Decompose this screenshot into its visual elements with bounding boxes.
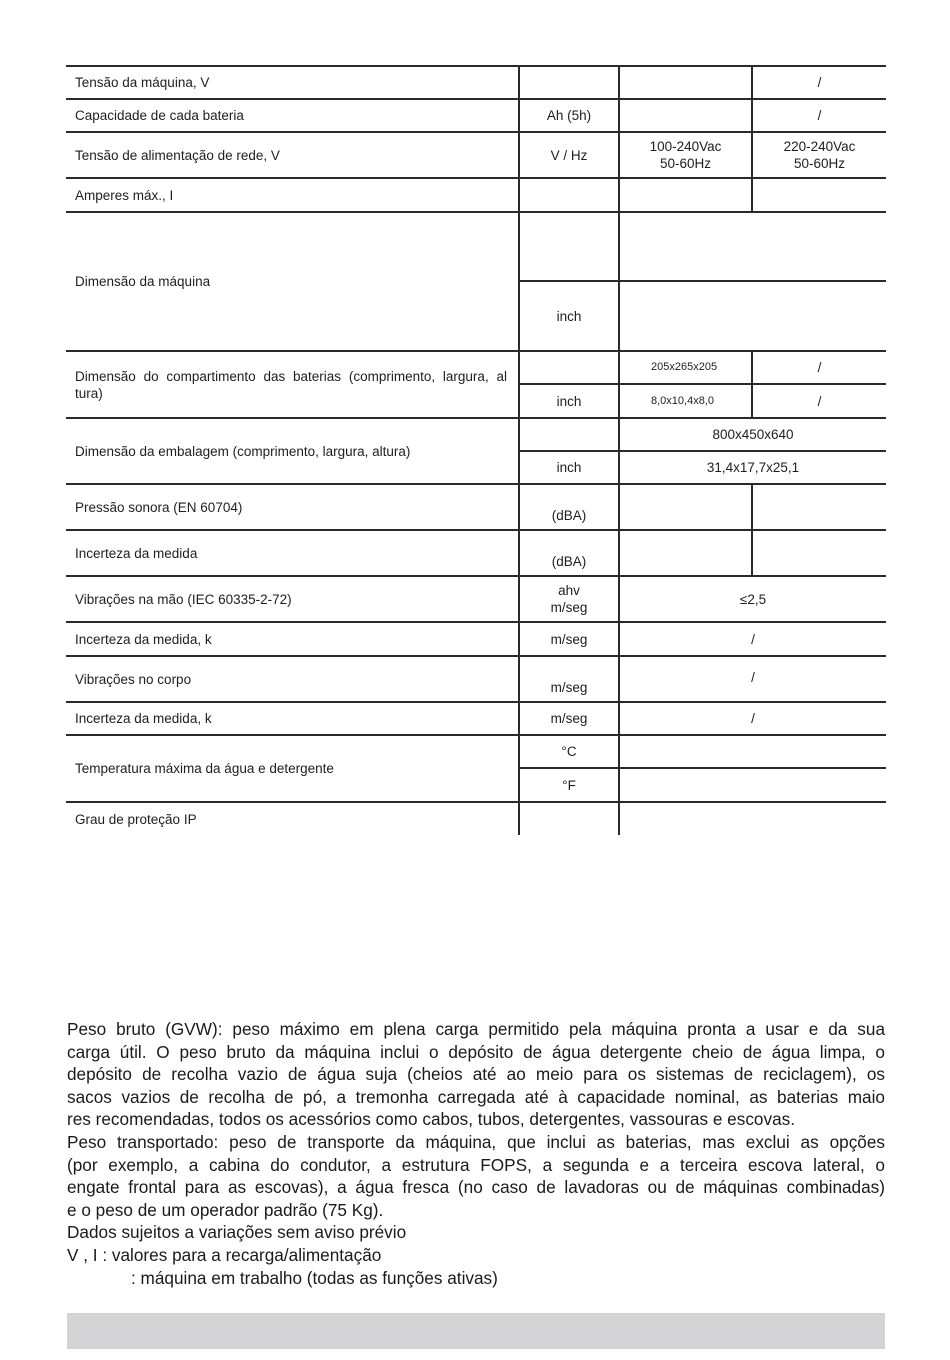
spec-table <box>66 65 886 835</box>
note-line: engate frontal para as escovas), a água fresca (no caso de lavadoras ou de máquinas combinadas) <box>67 1177 885 1198</box>
value-cell: / <box>817 108 822 123</box>
value-cell: ≤2,5 <box>739 591 767 607</box>
row-label: Vibrações na mão (IEC 60335-2-72) <box>75 591 292 607</box>
unit-cell: (dBA) <box>551 554 587 569</box>
note-line: Peso transportado: peso de transporte da máquina, que inclui as baterias, mas exclui as opções <box>67 1131 885 1152</box>
row-label: Amperes máx., I <box>75 187 174 203</box>
notes-section <box>67 1018 885 1289</box>
value-cell: / <box>817 360 822 375</box>
row-label: Incerteza da medida, k <box>75 711 212 726</box>
value-cell: 100-240Vac 50-60Hz <box>649 139 722 171</box>
row-label: Incerteza da medida, k <box>75 631 212 647</box>
value-cell: 800x450x640 <box>712 427 794 442</box>
value-cell: / <box>751 711 755 726</box>
unit-cell: °C <box>561 744 577 759</box>
row-label: Grau de proteção IP <box>75 811 197 827</box>
unit-cell: inch <box>556 393 582 409</box>
note-line: Peso bruto (GVW): peso máximo em plena carga permitido pela máquina pronta a usar e da sua <box>67 1019 885 1039</box>
row-label: Tensão de alimentação de rede, V <box>75 147 280 163</box>
unit-cell: V / Hz <box>550 147 588 163</box>
note-working-legend: : máquina em trabalho (todas as funções ativas) <box>131 1267 498 1288</box>
value-cell: / <box>751 631 755 647</box>
row-label: Pressão sonora (EN 60704) <box>75 499 243 515</box>
row-label: Dimensão do compartimento das baterias (comprimento, largura, al tura) <box>75 368 507 401</box>
value-cell: 31,4x17,7x25,1 <box>706 460 800 475</box>
unit-cell: ahv m/seg <box>550 583 588 615</box>
note-line: carga útil. O peso bruto da máquina inclui o depósito de água detergente cheio de água limpa, o <box>67 1041 885 1062</box>
value-cell: 8,0x10,4x8,0 <box>651 394 714 407</box>
unit-cell: °F <box>562 777 576 793</box>
value-cell: 205x265x205 <box>651 361 718 373</box>
footer-bar <box>67 1313 885 1349</box>
row-label: Tensão da máquina, V <box>75 75 210 90</box>
note-line: e o peso de um operador padrão (75 Kg). <box>67 1199 384 1220</box>
note-subject-to-change: Dados sujeitos a variações sem aviso prévio <box>67 1222 407 1243</box>
value-cell: 220-240Vac 50-60Hz <box>783 139 856 171</box>
unit-cell: m/seg <box>550 631 588 647</box>
row-label: Vibrações no corpo <box>75 671 192 687</box>
unit-cell: (dBA) <box>551 508 587 523</box>
note-line: sacos vazios de recolha de pó, a tremonha carregada até à capacidade nominal, as baterias maio <box>67 1086 885 1107</box>
unit-cell: m/seg <box>550 711 588 726</box>
value-cell: / <box>817 393 822 409</box>
note-line: (por exemplo, a cabina do condutor, a estrutura FOPS, a segunda e a terceira escova lateral, o <box>67 1154 885 1175</box>
row-label: Dimensão da máquina <box>75 274 211 289</box>
value-cell: / <box>751 669 755 685</box>
note-vi-legend: V , I : valores para a recarga/alimentação <box>67 1244 382 1265</box>
note-line: depósito de recolha vazio de água suja (cheios até ao meio para os sistemas de reciclagem), os <box>67 1064 885 1085</box>
row-label: Temperatura máxima da água e detergente <box>75 761 334 776</box>
row-label: Capacidade de cada bateria <box>75 108 244 123</box>
note-line: res recomendadas, todos os acessórios como cabos, tubos, detergentes, vassouras e escovas. <box>67 1109 795 1130</box>
unit-cell: inch <box>556 308 582 324</box>
row-label: Dimensão da embalagem (comprimento, largura, altura) <box>75 443 411 459</box>
unit-cell: m/seg <box>550 680 588 695</box>
unit-cell: inch <box>556 460 582 475</box>
table-rule <box>751 483 753 575</box>
value-cell: / <box>817 75 822 90</box>
unit-cell: Ah (5h) <box>546 108 592 123</box>
row-label: Incerteza da medida <box>75 545 198 561</box>
